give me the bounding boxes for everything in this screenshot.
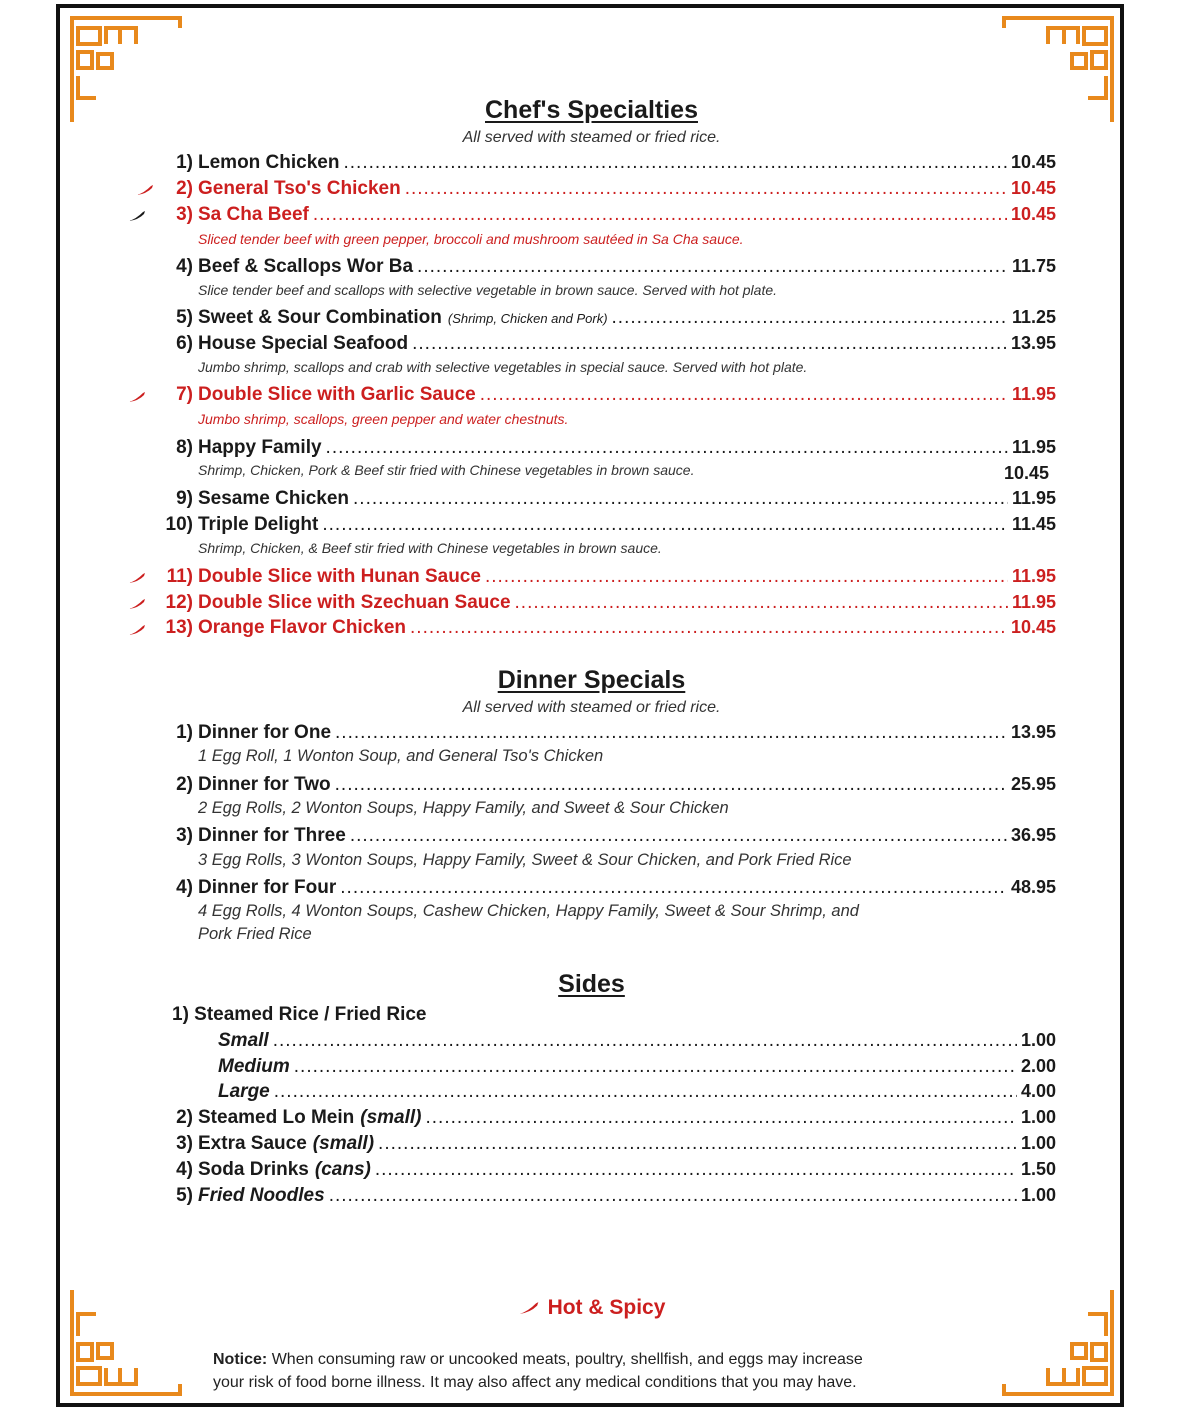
item-name: Extra Sauce xyxy=(198,1133,307,1154)
food-safety-notice xyxy=(213,1348,993,1394)
item-name: Triple Delight xyxy=(198,514,319,535)
dinner-item xyxy=(160,722,1056,744)
hot-pepper-icon xyxy=(518,1301,540,1315)
item-price: 11.95 xyxy=(1011,488,1056,508)
item-name: Orange Flavor Chicken xyxy=(198,617,407,638)
item-description: 3 Egg Rolls, 3 Wonton Soups, Happy Family, Sweet & Sour Chicken, and Pork Fried Rice xyxy=(198,851,852,869)
menu-item xyxy=(160,307,1056,329)
hot-pepper-icon xyxy=(128,391,146,403)
dot-leader xyxy=(335,774,1007,796)
item-number: 9) xyxy=(176,488,193,509)
item-number: 3) xyxy=(176,1133,193,1154)
item-description: 4 Egg Rolls, 4 Wonton Soups, Cashew Chicken, Happy Family, Sweet & Sour Shrimp, and xyxy=(198,902,859,920)
item-number: 13) xyxy=(165,617,193,638)
item-description: Sliced tender beef with green pepper, broccoli and mushroom sautéed in Sa Cha sauce. xyxy=(198,231,744,247)
item-name: Sweet & Sour Combination xyxy=(198,307,442,328)
item-name: Soda Drinks xyxy=(198,1159,309,1180)
item-name: Beef & Scallops Wor Ba xyxy=(198,256,414,277)
item-number: 4) xyxy=(176,256,193,277)
item-description: Shrimp, Chicken, Pork & Beef stir fried with Chinese vegetables in brown sauce. xyxy=(198,462,695,478)
item-number: 2) xyxy=(176,1107,193,1128)
item-name: Medium xyxy=(218,1056,290,1077)
item-price: 13.95 xyxy=(1010,333,1056,353)
item-number: 5) xyxy=(176,1185,193,1206)
dinner-specials-subtitle: All served with steamed or fried rice. xyxy=(462,699,721,716)
item-name: Dinner for One xyxy=(198,722,332,743)
hot-pepper-icon xyxy=(128,598,146,610)
item-number: 4) xyxy=(176,1159,193,1180)
item-note: (small) xyxy=(312,1133,375,1154)
item-price: 11.95 xyxy=(1011,384,1056,404)
rice-heading xyxy=(172,1004,427,1026)
dot-leader xyxy=(378,1133,1017,1155)
dinner-item xyxy=(160,877,1056,899)
item-price: 10.45 xyxy=(1010,178,1056,198)
item-name: General Tso's Chicken xyxy=(198,178,401,199)
dot-leader xyxy=(410,617,1007,639)
dinner-specials-title: Dinner Specials xyxy=(497,666,686,694)
item-price: 1.00 xyxy=(1020,1133,1056,1153)
sides-title: Sides xyxy=(558,970,625,998)
item-number: 10) xyxy=(165,514,193,535)
item-price: 1.00 xyxy=(1020,1030,1056,1050)
item-price: 11.75 xyxy=(1011,256,1056,276)
menu-item xyxy=(160,178,1056,200)
item-number: 2) xyxy=(176,178,193,199)
dot-leader xyxy=(329,1185,1017,1207)
menu-item xyxy=(160,437,1056,459)
item-number: 1) xyxy=(176,152,193,173)
item-number: 6) xyxy=(176,333,193,354)
hot-pepper-icon xyxy=(128,210,146,222)
notice-line-1: When consuming raw or uncooked meats, poultry, shellfish, and eggs may increase xyxy=(271,1351,863,1368)
item-name: Steamed Lo Mein xyxy=(198,1107,355,1128)
item-number: 4) xyxy=(176,877,193,898)
item-number: 5) xyxy=(176,307,193,328)
item-name: Dinner for Three xyxy=(198,825,346,846)
item-price: 11.95 xyxy=(1011,437,1056,457)
item-price: 11.45 xyxy=(1011,514,1056,534)
menu-item xyxy=(160,152,1056,174)
dot-leader xyxy=(480,384,1008,406)
menu-item xyxy=(160,592,1056,614)
dot-leader xyxy=(340,877,1007,899)
item-number: 2) xyxy=(176,774,193,795)
dot-leader xyxy=(313,204,1007,226)
dinner-item xyxy=(160,774,1056,796)
menu-item xyxy=(160,256,1056,278)
side-item xyxy=(160,1133,1056,1155)
dot-leader xyxy=(485,566,1008,588)
item-price: 2.00 xyxy=(1020,1056,1056,1076)
item-price: 10.45 xyxy=(1010,152,1056,172)
item-number: 8) xyxy=(176,437,193,458)
hot-pepper-icon xyxy=(136,184,154,196)
dot-leader xyxy=(294,1056,1017,1078)
item-price: 10.45 xyxy=(1010,204,1056,224)
dot-leader xyxy=(322,514,1008,536)
item-name: Sa Cha Beef xyxy=(198,204,309,225)
dot-leader xyxy=(353,488,1008,510)
menu-item xyxy=(160,514,1056,536)
item-number: 1) xyxy=(176,722,193,743)
item-note: (cans) xyxy=(314,1159,371,1180)
item-price: 25.95 xyxy=(1010,774,1056,794)
item-description: Slice tender beef and scallops with selective vegetable in brown sauce. Served with hot plate. xyxy=(198,282,778,298)
item-name: 1) Steamed Rice / Fried Rice xyxy=(172,1004,427,1025)
item-description-continued: Pork Fried Rice xyxy=(198,925,312,943)
item-price: 11.95 xyxy=(1011,566,1056,586)
item-number: 7) xyxy=(176,384,193,405)
dot-leader xyxy=(417,256,1008,278)
menu-item xyxy=(160,333,1056,355)
notice-line-2: your risk of food borne illness. It may also affect any medical conditions that you may have. xyxy=(213,1374,857,1391)
menu-item xyxy=(160,617,1056,639)
dot-leader xyxy=(273,1030,1017,1052)
item-name: Small xyxy=(218,1030,269,1051)
menu-item xyxy=(160,204,1056,226)
dinner-item xyxy=(160,825,1056,847)
item-name: Double Slice with Garlic Sauce xyxy=(198,384,476,405)
dot-leader xyxy=(426,1107,1017,1129)
legend-label: Hot & Spicy xyxy=(547,1296,666,1319)
item-price: 11.25 xyxy=(1011,307,1056,327)
item-price: 13.95 xyxy=(1010,722,1056,742)
dot-leader xyxy=(612,307,1008,329)
item-number: 3) xyxy=(176,825,193,846)
item-price: 48.95 xyxy=(1010,877,1056,897)
dot-leader xyxy=(335,722,1007,744)
item-name: Double Slice with Hunan Sauce xyxy=(198,566,481,587)
item-name: Double Slice with Szechuan Sauce xyxy=(198,592,511,613)
item-description: 2 Egg Rolls, 2 Wonton Soups, Happy Family, and Sweet & Sour Chicken xyxy=(198,799,729,817)
chef-specialties-subtitle: All served with steamed or fried rice. xyxy=(462,129,721,146)
dot-leader xyxy=(405,178,1007,200)
side-item xyxy=(160,1107,1056,1129)
item-description: 1 Egg Roll, 1 Wonton Soup, and General Tso's Chicken xyxy=(198,747,604,765)
item-note: (small) xyxy=(360,1107,422,1128)
hot-spicy-legend xyxy=(0,1296,1183,1320)
item-description: Jumbo shrimp, scallops and crab with selective vegetables in special sauce. Served with hot plate. xyxy=(198,359,808,375)
item-note: (Shrimp, Chicken and Pork) xyxy=(447,311,608,326)
dot-leader xyxy=(350,825,1007,847)
item-name: Lemon Chicken xyxy=(198,152,340,173)
item-name: Fried Noodles xyxy=(198,1185,325,1206)
item-number: 12) xyxy=(165,592,193,613)
dot-leader xyxy=(515,592,1008,614)
hot-pepper-icon xyxy=(128,572,146,584)
dot-leader xyxy=(375,1159,1017,1181)
item-number: 11) xyxy=(166,566,193,587)
item-name: Dinner for Four xyxy=(198,877,337,898)
item-description: Shrimp, Chicken, & Beef stir fried with Chinese vegetables in brown sauce. xyxy=(198,540,662,556)
item-name: Dinner for Two xyxy=(198,774,331,795)
hot-pepper-icon xyxy=(128,624,146,636)
dot-leader xyxy=(326,437,1008,459)
notice-label: Notice: xyxy=(213,1351,268,1368)
item-description: Jumbo shrimp, scallops, green pepper and water chestnuts. xyxy=(198,411,569,427)
rice-size-item xyxy=(218,1056,1056,1078)
menu-item xyxy=(160,384,1056,406)
item-price: 11.95 xyxy=(1011,592,1056,612)
rice-size-item xyxy=(218,1081,1056,1103)
item-number: 3) xyxy=(176,204,193,225)
item-price: 36.95 xyxy=(1010,825,1056,845)
item-price: 1.00 xyxy=(1020,1107,1056,1127)
item-price: 1.00 xyxy=(1020,1185,1056,1205)
item-name: Happy Family xyxy=(198,437,322,458)
item-name: Large xyxy=(218,1081,270,1102)
item-name: House Special Seafood xyxy=(198,333,409,354)
menu-item xyxy=(160,488,1056,510)
menu-item xyxy=(160,566,1056,588)
item-price-extra: 10.45 xyxy=(1004,463,1050,483)
dot-leader xyxy=(343,152,1006,174)
item-name: Sesame Chicken xyxy=(198,488,350,509)
item-price: 1.50 xyxy=(1020,1159,1056,1179)
rice-size-item xyxy=(218,1030,1056,1052)
dot-leader xyxy=(412,333,1007,355)
side-item xyxy=(160,1185,1056,1207)
item-price: 10.45 xyxy=(1010,617,1056,637)
chef-specialties-title: Chef's Specialties xyxy=(485,96,698,124)
item-price: 4.00 xyxy=(1020,1081,1056,1101)
dot-leader xyxy=(274,1081,1017,1103)
side-item xyxy=(160,1159,1056,1181)
